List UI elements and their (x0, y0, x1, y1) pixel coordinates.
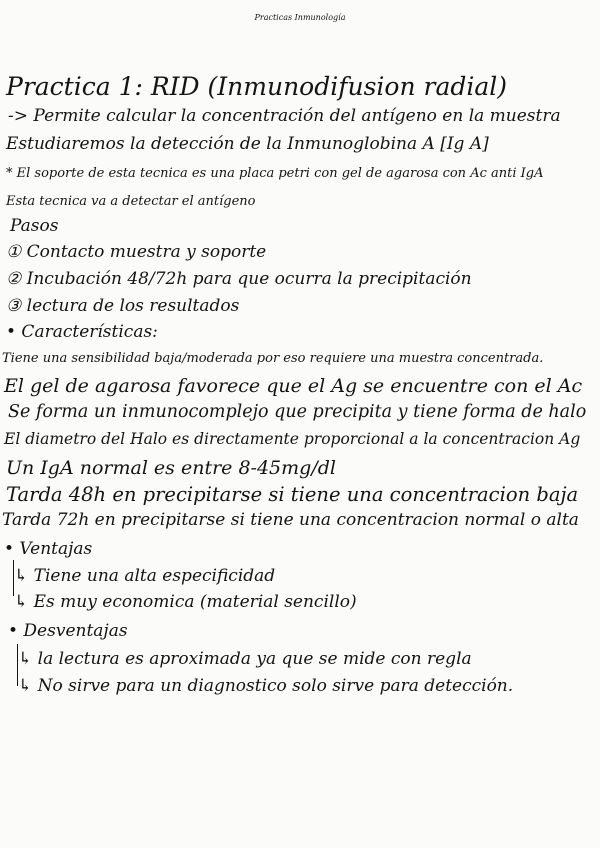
caracteristicas-label: • Características: (6, 322, 158, 342)
caracteristicas-line: El diametro del Halo es directamente proporcional a la concentracion Ag (4, 430, 581, 448)
caracteristicas-line: Un IgA normal es entre 8-45mg/dl (6, 457, 336, 479)
page-title: Practicas Inmunología (254, 13, 346, 22)
caracteristicas-line: Tarda 48h en precipitarse si tiene una concentracion baja (6, 483, 579, 506)
caracteristicas-line: Tiene una sensibilidad baja/moderada por eso requiere una muestra concentrada. (2, 351, 544, 366)
practica-line: -> Permite calcular la concentración del antígeno en la muestra (8, 106, 561, 126)
desventajas-label: • Desventajas (8, 621, 128, 641)
practica-line: Esta tecnica va a detectar el antígeno (6, 194, 256, 209)
pasos-step: ② Incubación 48/72h para que ocurra la precipitación (6, 269, 472, 289)
desventajas-item: ↳ No sirve para un diagnostico solo sirve para detección. (18, 676, 514, 696)
caracteristicas-line: El gel de agarosa favorece que el Ag se encuentre con el Ac (4, 375, 583, 397)
caracteristicas-line: Se forma un inmunocomplejo que precipita y tiene forma de halo (8, 402, 587, 422)
practica-heading: Practica 1: RID (Inmunodifusion radial) (6, 72, 508, 101)
practica-line: * El soporte de esta tecnica es una placa petri con gel de agarosa con Ac anti IgA (6, 166, 544, 181)
pasos-step: ③ lectura de los resultados (6, 296, 240, 316)
pasos-label: Pasos (10, 216, 59, 236)
desventajas-item: ↳ la lectura es aproximada ya que se mide con regla (18, 649, 472, 669)
caracteristicas-line: Tarda 72h en precipitarse si tiene una concentracion normal o alta (2, 510, 579, 530)
ventajas-item: ↳ Es muy economica (material sencillo) (14, 592, 357, 612)
ventajas-label: • Ventajas (4, 539, 93, 559)
ventajas-item: ↳ Tiene una alta especificidad (14, 566, 276, 586)
pasos-step: ① Contacto muestra y soporte (6, 242, 267, 262)
practica-line: Estudiaremos la detección de la Inmunoglobina A [Ig A] (6, 134, 489, 154)
